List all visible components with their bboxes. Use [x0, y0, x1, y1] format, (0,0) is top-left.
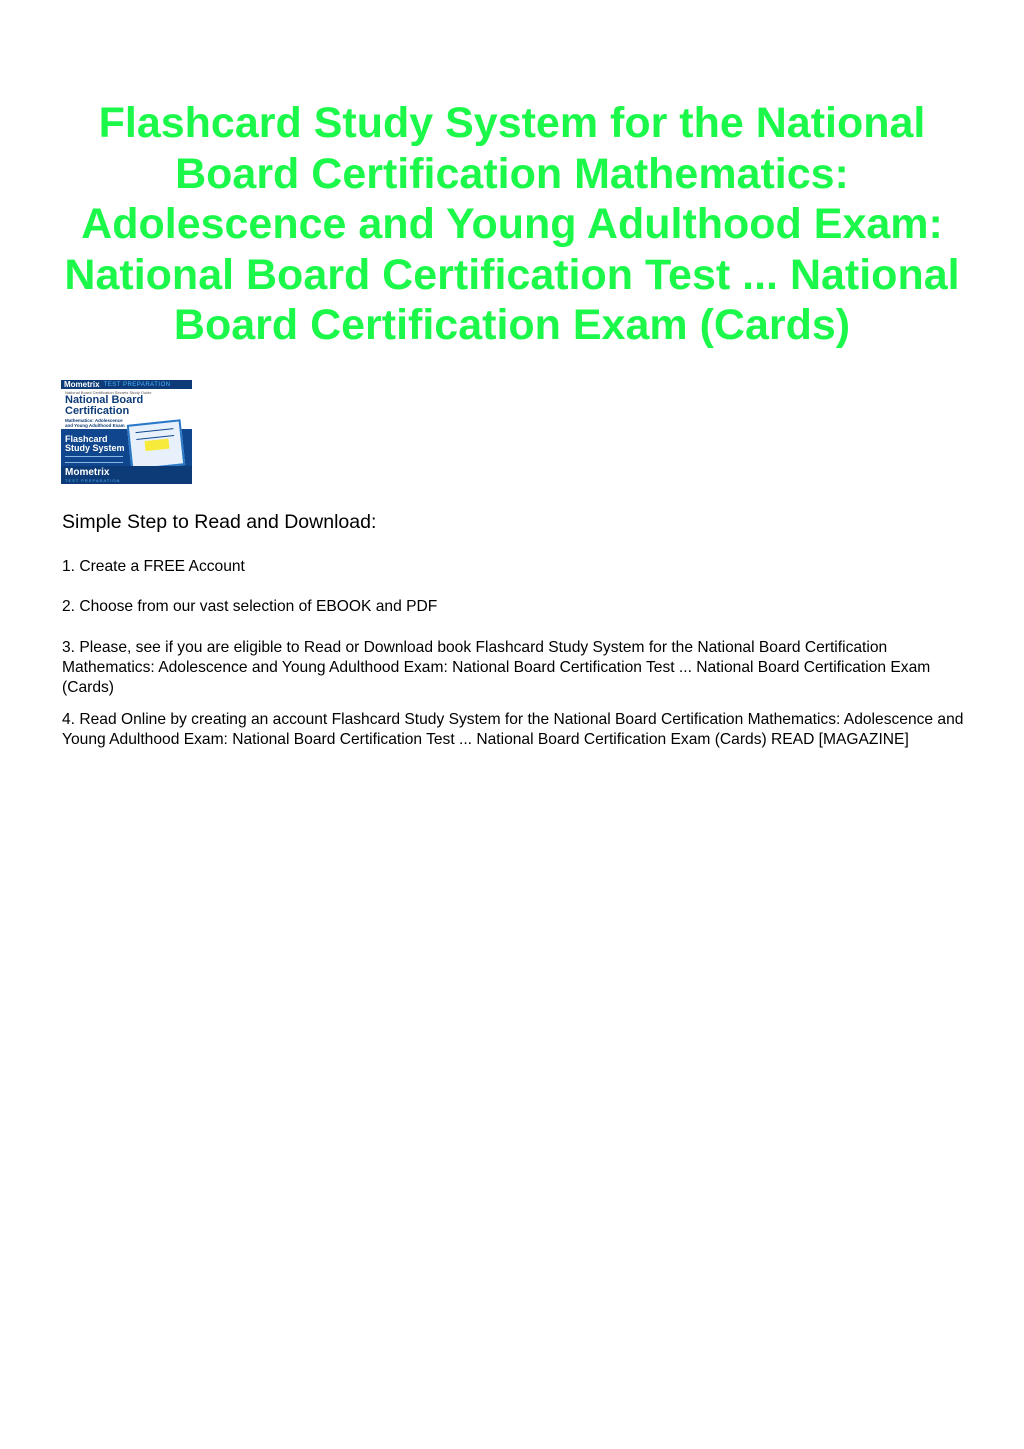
cover-bottom-band [61, 466, 192, 484]
step-2: 2. Choose from our vast selection of EBOOK and PDF [62, 598, 438, 615]
cover-subtitle-line-2: and Young Adulthood Exam [65, 423, 125, 428]
cover-bottom-brand: Mometrix [65, 467, 110, 478]
step-3: 3. Please, see if you are eligible to Read or Download book Flashcard Study System for the National Board Certification Mathematics: Adolescence and Young Adulthood Exam: National Board Certification Test ... National Board Certification Exam (Cards) [62, 639, 931, 696]
cover-product-line-2: Study System [65, 443, 125, 453]
cover-bottom-tagline: TEST PREPARATION [65, 478, 121, 483]
document-title: Flashcard Study System for the National Board Certification Mathematics: Adolescence and Young Adulthood Exam: National Board Certification Test ... National Board Certification Exam (Cards) [64, 99, 960, 349]
cover-flashcard-illustration [127, 419, 186, 470]
cover-top-band [61, 380, 192, 389]
cover-series-line: National Board Certification Secrets Study Guide [65, 390, 152, 395]
cover-subtitle-line-1: Mathematics: Adolescence [65, 418, 123, 423]
cover-title-line-2: Certification [65, 405, 130, 417]
step-1: 1. Create a FREE Account [62, 558, 245, 575]
cover-brand-tagline: TEST PREPARATION [103, 381, 171, 388]
book-cover-image [61, 380, 192, 484]
cover-product-line-1: Flashcard [65, 434, 108, 444]
cover-title-line-1: National Board [65, 394, 144, 406]
cover-fine-print [65, 456, 123, 463]
cover-card-highlight [145, 439, 170, 451]
steps-heading: Simple Step to Read and Download: [62, 511, 377, 533]
step-4: 4. Read Online by creating an account Flashcard Study System for the National Board Certification Mathematics: Adolescence and Young Adulthood Exam: National Board Certification Test ... National Board Certification Exam (Cards) READ [MAGAZINE] [62, 711, 964, 748]
cover-brand: Mometrix [64, 380, 100, 389]
